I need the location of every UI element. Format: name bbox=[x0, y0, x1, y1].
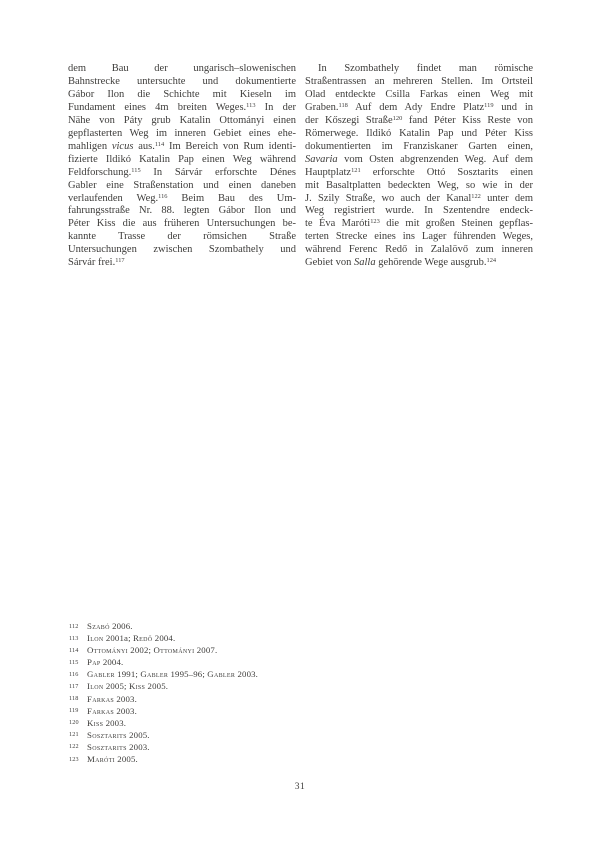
footnote-text: Farkas 2003. bbox=[87, 705, 137, 716]
body-text bbox=[68, 63, 534, 270]
footnote-number: 113 bbox=[69, 634, 79, 642]
text-line: Römerwege. Ildikó Katalin Pap und Péter Kiss bbox=[305, 127, 533, 139]
text-line: terten Strecke eines ins Lager führenden Weges, bbox=[305, 231, 533, 243]
footnote-text: Ilon 2001a; Redő 2004. bbox=[87, 633, 176, 644]
footnote bbox=[68, 668, 534, 680]
footnote bbox=[68, 693, 534, 705]
footnote bbox=[68, 729, 534, 741]
footnote bbox=[68, 705, 534, 717]
footnote bbox=[68, 741, 534, 753]
footnote bbox=[68, 620, 534, 632]
footnote bbox=[68, 753, 534, 765]
text-line: fizierte Ildikó Katalin Pap einen Weg während bbox=[68, 153, 296, 165]
footnote-number: 114 bbox=[69, 646, 79, 654]
text-line: der Kőszegi Straße$^{120}$ fand Péter Kiss Reste von bbox=[305, 114, 533, 126]
text-line: Graben.$^{118}$ Auf dem Ady Endre Platz$^{119}$ und in bbox=[305, 101, 533, 113]
footnote-number: 116 bbox=[69, 670, 79, 678]
text-line: Sárvár frei.$^{117}$ bbox=[68, 257, 125, 269]
text-line: Nähe von Páty grub Katalin Ottományi einen bbox=[68, 114, 296, 126]
footnote-text: Gabler 1991; Gabler 1995–96; Gabler 2003. bbox=[87, 669, 259, 680]
text-line: Olad entdeckte Csilla Farkas einen Weg mit bbox=[305, 88, 533, 100]
footnote-text: Sosztarits 2003. bbox=[87, 741, 150, 752]
footnote-text: Pap 2004. bbox=[87, 657, 124, 668]
text-line: J. Szily Straße, wo auch der Kanal$^{122}$ unter dem bbox=[305, 192, 533, 204]
text-line: Straßentrassen an mehreren Stellen. Im Ortsteil bbox=[305, 75, 533, 87]
footnote-number: 117 bbox=[69, 682, 79, 690]
text-line: Weg registriert wurde. In Szentendre endeck- bbox=[305, 205, 533, 217]
text-line: dokumentierten im Franziskaner Garten einen, bbox=[305, 140, 533, 152]
text-line: mit Basaltplatten bedeckten Weg, so wie in der bbox=[305, 179, 533, 191]
footnote-text: Kiss 2003. bbox=[87, 717, 127, 728]
text-line: dem Bau der ungarisch–slowenischen bbox=[68, 63, 296, 74]
page-number: 31 bbox=[294, 782, 306, 792]
text-line: Feldforschung.$^{115}$ In Sárvár erforschte Dénes bbox=[68, 166, 296, 178]
text-line: Fundament eines 4m breiten Weges.$^{113}$ In der bbox=[68, 101, 296, 113]
footnote-number: 119 bbox=[69, 707, 79, 715]
text-line: verlaufenden Weg.$^{116}$ Beim Bau des Um- bbox=[68, 192, 297, 204]
footnote-number: 120 bbox=[69, 719, 79, 727]
text-line: In Szombathely findet man römische bbox=[318, 63, 533, 74]
text-column-right bbox=[305, 63, 533, 270]
footnote-text: Sosztarits 2005. bbox=[87, 729, 150, 740]
text-line: Gebiet von Salla gehörende Wege ausgrub.$^{124}$ bbox=[305, 257, 497, 269]
footnote-number: 118 bbox=[69, 695, 79, 703]
text-line: Gabler eine Straßenstation und einen daneben bbox=[68, 179, 296, 191]
text-line: Bahnstrecke untersuchte und dokumentierte bbox=[68, 75, 296, 87]
footnote-text: Ilon 2005; Kiss 2005. bbox=[87, 681, 169, 692]
footnote-number: 122 bbox=[69, 743, 79, 751]
text-line: gepflasterten Weg im inneren Gebiet eines ehe- bbox=[68, 127, 296, 139]
footnotes bbox=[68, 620, 534, 765]
footnote-text: Farkas 2003. bbox=[87, 693, 137, 704]
footnote bbox=[68, 644, 534, 656]
footnote bbox=[68, 632, 534, 644]
footnote bbox=[68, 717, 534, 729]
footnote-number: 115 bbox=[69, 658, 79, 666]
footnote-text: Ottományi 2002; Ottományi 2007. bbox=[87, 645, 218, 656]
footnote-number: 112 bbox=[69, 622, 79, 630]
text-line: Gábor Ilon die Schichte mit Kieseln im bbox=[68, 88, 296, 100]
text-line: kannte Trasse der römsichen Straße bbox=[68, 231, 296, 243]
footnote-text: Szabó 2006. bbox=[87, 621, 133, 631]
text-line: te Éva Maróti$^{123}$ die mit großen Steinen gepflas- bbox=[305, 218, 533, 230]
text-line: während Ferenc Redő in Zalalövő zum inneren bbox=[305, 244, 533, 256]
footnote bbox=[68, 656, 534, 668]
footnote-text: Maróti 2005. bbox=[87, 754, 138, 765]
text-column-left bbox=[68, 63, 296, 270]
text-line: Hauptplatz$^{121}$ erforschte Ottó Sosztarits einen bbox=[305, 166, 533, 178]
footnote-number: 121 bbox=[69, 731, 79, 739]
text-line: mahligen vicus aus.$^{114}$ Im Bereich von Rum identi- bbox=[68, 140, 296, 152]
text-line: Untersuchungen zwischen Szombathely und bbox=[68, 244, 296, 256]
text-line: Savaria vom Osten abgrenzenden Weg. Auf dem bbox=[305, 153, 533, 165]
text-line: fahrungsstraße Nr. 88. legten Gábor Ilon und bbox=[68, 205, 296, 217]
footnote bbox=[68, 680, 534, 692]
footnote-number: 123 bbox=[69, 755, 79, 763]
text-line: Péter Kiss die aus früheren Untersuchungen be- bbox=[68, 218, 296, 230]
